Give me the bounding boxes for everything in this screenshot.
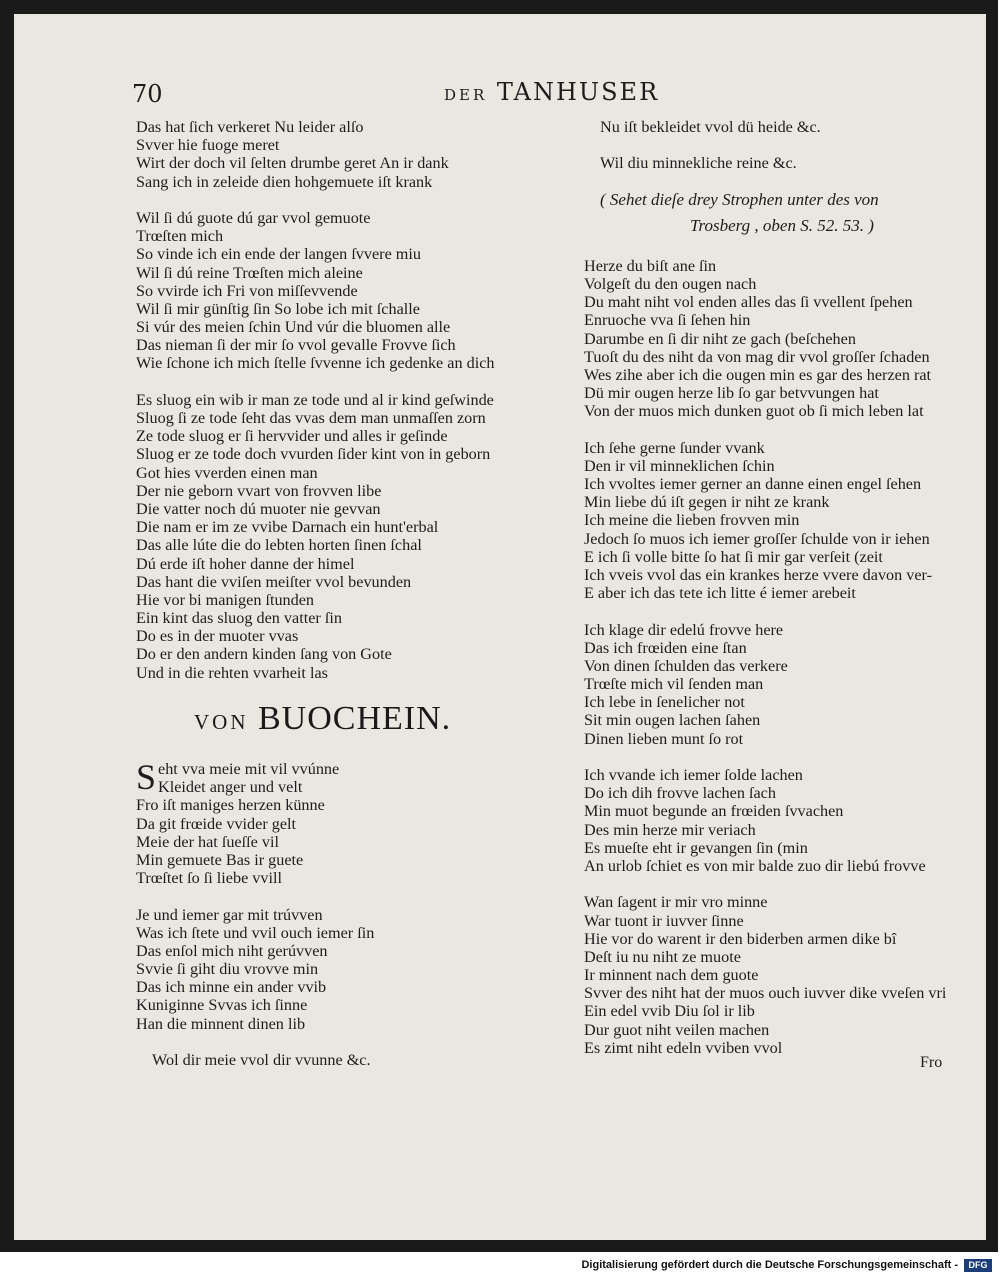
right-column	[584, 118, 946, 1057]
left-stanza-5-line: Je und iemer gar mit trúvven	[136, 905, 323, 924]
left-stanza-2-line: Trœſten mich	[136, 227, 224, 246]
left-stanza-2-line: So vinde ich ein ende der langen ſvvere miu	[136, 245, 421, 264]
right-stanza-3-line: Von dinen ſchulden das verkere	[584, 656, 788, 675]
left-refrain: Wol dir meie vvol dir vvunne &c.	[152, 1051, 371, 1069]
left-stanza-3-line: Der nie geborn vvart von frovven libe	[136, 481, 382, 500]
left-column	[136, 118, 494, 682]
left-stanza-2	[136, 209, 494, 373]
section-heading-title: BUOCHEIN.	[258, 700, 452, 737]
right-stanza-5-line: Wan ſagent ir mir vro minne	[584, 893, 768, 912]
right-stanza-1-line: Von der muos mich dunken guot ob ſi mich leben lat	[584, 402, 924, 421]
editorial-note-line-2: Trosberg , oben S. 52. 53. )	[690, 215, 874, 235]
left-stanza-4-lines	[136, 757, 374, 888]
left-stanza-3-line: Das hant die vviſen meiſter vvol bevunden	[136, 572, 412, 591]
right-stanza-2-line: Ich vveis vvol das ein krankes herze vvere davon ver-	[584, 565, 933, 584]
right-stanza-5-line: Hie vor do warent ir den biderben armen dike bî	[584, 929, 897, 948]
right-stanza-5-line: Svver des niht hat der muos ouch iuvver dike vveſen vri	[584, 984, 947, 1003]
left-stanza-5-line: Han die minnent dinen lib	[136, 1014, 306, 1033]
right-stanza-5-line: Dur guot niht veilen machen	[584, 1020, 770, 1039]
right-stanza-1-line: Darumbe en ſi dir niht ze gach (beſchehen	[584, 329, 856, 348]
left-stanza-3-line: Das alle lúte die do lebten horten ſinen ſchal	[136, 536, 422, 555]
left-stanza-4-lines-line: Fro iſt maniges herzen künne	[136, 796, 325, 815]
right-stanza-5-line: Deſt iu nu niht ze muote	[584, 947, 741, 966]
section-heading-prefix: VON	[194, 710, 249, 734]
right-stanza-4	[584, 766, 946, 875]
right-stanza-1-line: Dü mir ougen herze lib ſo gar betvvungen hat	[584, 384, 879, 403]
running-title-prefix: DER	[444, 86, 488, 104]
drop-cap: S	[136, 757, 157, 797]
right-stanza-1-line: Du maht niht vol enden alles das ſi vvellent ſpehen	[584, 293, 913, 312]
right-stanza-3-line: Trœſte mich vil ſenden man	[584, 675, 764, 694]
right-refrain-1: Nu iſt bekleidet vvol dü heide &c.	[600, 118, 821, 136]
page-number: 70	[132, 80, 163, 108]
right-stanza-3-line: Dinen lieben munt ſo rot	[584, 729, 744, 748]
editorial-note-line-1: ( Sehet dieſe drey Strophen unter des von	[600, 189, 879, 209]
right-stanza-4-line: An urlob ſchiet es von mir balde zuo dir liebú frovve	[584, 856, 926, 875]
right-stanza-3	[584, 621, 946, 748]
left-stanza-2-line: Wie ſchone ich mich ſtelle ſvvenne ich gedenke an dich	[136, 354, 495, 373]
right-stanza-4-line: Es mueſte eht ir gevangen ſin (min	[584, 838, 808, 857]
right-stanza-2-line: Ich meine die lieben frovven min	[584, 511, 800, 530]
right-stanza-3-line: Sit min ougen lachen ſahen	[584, 711, 761, 730]
catchword: Fro	[920, 1054, 943, 1071]
right-stanza-5-line: Ein edel vvib Diu ſol ir lib	[584, 1002, 755, 1021]
left-stanza-3-line: Die vatter noch dú muoter nie gevvan	[136, 499, 381, 518]
right-stanza-1	[584, 257, 946, 421]
right-stanza-4-line: Des min herze mir veriach	[584, 820, 756, 839]
left-stanza-2-line: Wil ſi dú reine Trœſten mich aleine	[136, 263, 363, 282]
right-stanza-2	[584, 439, 946, 603]
right-stanza-1-line: Herze du biſt ane ſin	[584, 256, 717, 275]
left-stanza-3-line: Ze tode sluog er ſi hervvider und alles ir geſinde	[136, 427, 448, 446]
right-stanza-2-line: Den ir vil minneklichen ſchin	[584, 456, 775, 475]
left-stanza-3-line: Ein kint das sluog den vatter ſin	[136, 609, 342, 628]
right-stanza-2-line: Min liebe dú iſt gegen ir niht ze krank	[584, 493, 830, 512]
right-stanza-1-line: Volgeſt du den ougen nach	[584, 274, 757, 293]
left-stanza-2-line: So vvirde ich Fri von miſſevvende	[136, 281, 358, 300]
left-stanza-1-line: Wirt der doch vil ſelten drumbe geret An ir dank	[136, 154, 449, 173]
book-page	[14, 14, 986, 1240]
running-title	[444, 78, 659, 106]
left-stanza-5-line: Das enſol mich niht gerúvven	[136, 941, 328, 960]
footer-bar	[0, 1252, 1000, 1278]
left-stanza-3-line: Sluog er ze tode doch vvurden ſider kint von in geborn	[136, 445, 491, 464]
right-stanza-2-line: Ich vvoltes iemer gerner an danne einen engel ſehen	[584, 475, 922, 493]
right-stanza-2-line: E ich ſi volle bitte ſo hat ſi mir gar verſeit (zeit	[584, 547, 883, 566]
left-column-lower	[136, 757, 375, 1069]
left-stanza-3-line: Sluog ſi ze tode ſeht das vvas dem man unmaſſen zorn	[136, 409, 486, 427]
right-stanza-1-line: Tuoſt du des niht da von mag dir vvol groſſer ſchaden	[584, 347, 930, 366]
left-stanza-4-lines-line: Kleidet anger und velt	[158, 778, 303, 797]
editorial-note	[584, 187, 946, 239]
left-stanza-3-line: Es sluog ein wib ir man ze tode und al ir kind geſwinde	[136, 390, 494, 409]
left-stanza-5-line: Kuniginne Svvas ich ſinne	[136, 996, 308, 1015]
page-header	[14, 76, 986, 116]
left-stanza-4-lines-line: Meie der hat ſueſſe vil	[136, 832, 279, 851]
left-stanza-3-line: Dú erde iſt hoher danne der himel	[136, 554, 355, 573]
right-stanza-5-line: Es zimt niht edeln vviben vvol	[584, 1038, 783, 1057]
left-stanza-5-line: Was ich ſtete und vvil ouch iemer ſin	[136, 923, 375, 942]
left-stanza-1	[136, 118, 494, 191]
right-refrain-2: Wil diu minnekliche reine &c.	[600, 154, 797, 173]
left-stanza-3-line: Got hies vverden einen man	[136, 463, 318, 482]
left-stanza-2-line: Wil ſi dú guote dú gar vvol gemuote	[136, 208, 371, 227]
left-stanza-5-line: Das ich minne ein ander vvib	[136, 978, 327, 997]
left-stanza-2-line: Das nieman ſi der mir ſo vvol gevalle Frovve ſich	[136, 336, 456, 355]
left-stanza-3-line: Do es in der muoter vvas	[136, 627, 299, 646]
right-stanza-1-line: Wes zihe aber ich die ougen min es gar des herzen rat	[584, 365, 932, 384]
right-stanza-4-line: Min muot begunde an frœiden ſvvachen	[584, 802, 844, 821]
left-stanza-3-line: Do er den andern kinden ſang von Gote	[136, 645, 392, 664]
section-heading	[194, 700, 451, 738]
left-stanza-4-lines-line: eht vva meie mit vil vvúnne	[158, 760, 340, 778]
right-stanza-3-line: Das ich frœiden eine ſtan	[584, 638, 747, 657]
left-stanza-5	[136, 906, 374, 1033]
left-stanza-4-lines-line: Trœſtet ſo ſi liebe vvill	[136, 869, 282, 888]
right-stanza-3-line: Ich klage dir edelú frovve here	[584, 620, 784, 639]
left-stanza-3	[136, 391, 494, 682]
right-stanza-2-line: E aber ich das tete ich litte é iemer arebeit	[584, 584, 856, 603]
left-stanza-4-lines-line: Da git frœide vvider gelt	[136, 814, 297, 833]
right-stanza-3-line: Ich lebe in ſenelicher not	[584, 693, 745, 712]
left-stanza-1-line: Sang ich in zeleide dien hohgemuete iſt krank	[136, 172, 433, 191]
footer-credit: Digitalisierung gefördert durch die Deutsche Forschungsgemeinschaft -	[581, 1259, 958, 1271]
dfg-logo: DFG	[964, 1259, 992, 1272]
left-stanza-4-lines-line: Min gemuete Bas ir guete	[136, 850, 304, 869]
right-stanza-2-line: Jedoch ſo muos ich iemer groſſer ſchulde von ir iehen	[584, 529, 930, 548]
right-stanza-2-line: Ich ſehe gerne ſunder vvank	[584, 438, 765, 457]
right-stanza-5-line: War tuont ir iuvver ſinne	[584, 911, 744, 930]
right-stanza-5-line: Ir minnent nach dem guote	[584, 966, 759, 985]
left-stanza-3-line: Und in die rehten vvarheit las	[136, 663, 328, 682]
right-stanza-5	[584, 893, 946, 1057]
left-stanza-3-line: Die nam er im ze vvibe Darnach ein hunt'erbal	[136, 518, 439, 537]
left-stanza-1-line: Svver hie fuoge meret	[136, 136, 280, 155]
left-stanza-5-line: Svvie ſi giht diu vrovve min	[136, 960, 319, 979]
left-stanza-2-line: Si vúr des meien ſchin Und vúr die bluomen alle	[136, 318, 451, 337]
left-stanza-4	[136, 757, 374, 888]
right-stanza-1-line: Enruoche vva ſi ſehen hin	[584, 311, 751, 330]
left-stanza-3-line: Hie vor bi manigen ſtunden	[136, 590, 315, 609]
right-stanza-4-line: Do ich dih frovve lachen ſach	[584, 784, 776, 803]
right-stanza-4-line: Ich vvande ich iemer ſolde lachen	[584, 766, 803, 784]
left-stanza-1-line: Das hat ſich verkeret Nu leider alſo	[136, 118, 364, 136]
running-title-main: TANHUSER	[496, 78, 660, 106]
left-stanza-2-line: Wil ſi mir günſtig ſin So lobe ich mit ſchalle	[136, 299, 420, 318]
